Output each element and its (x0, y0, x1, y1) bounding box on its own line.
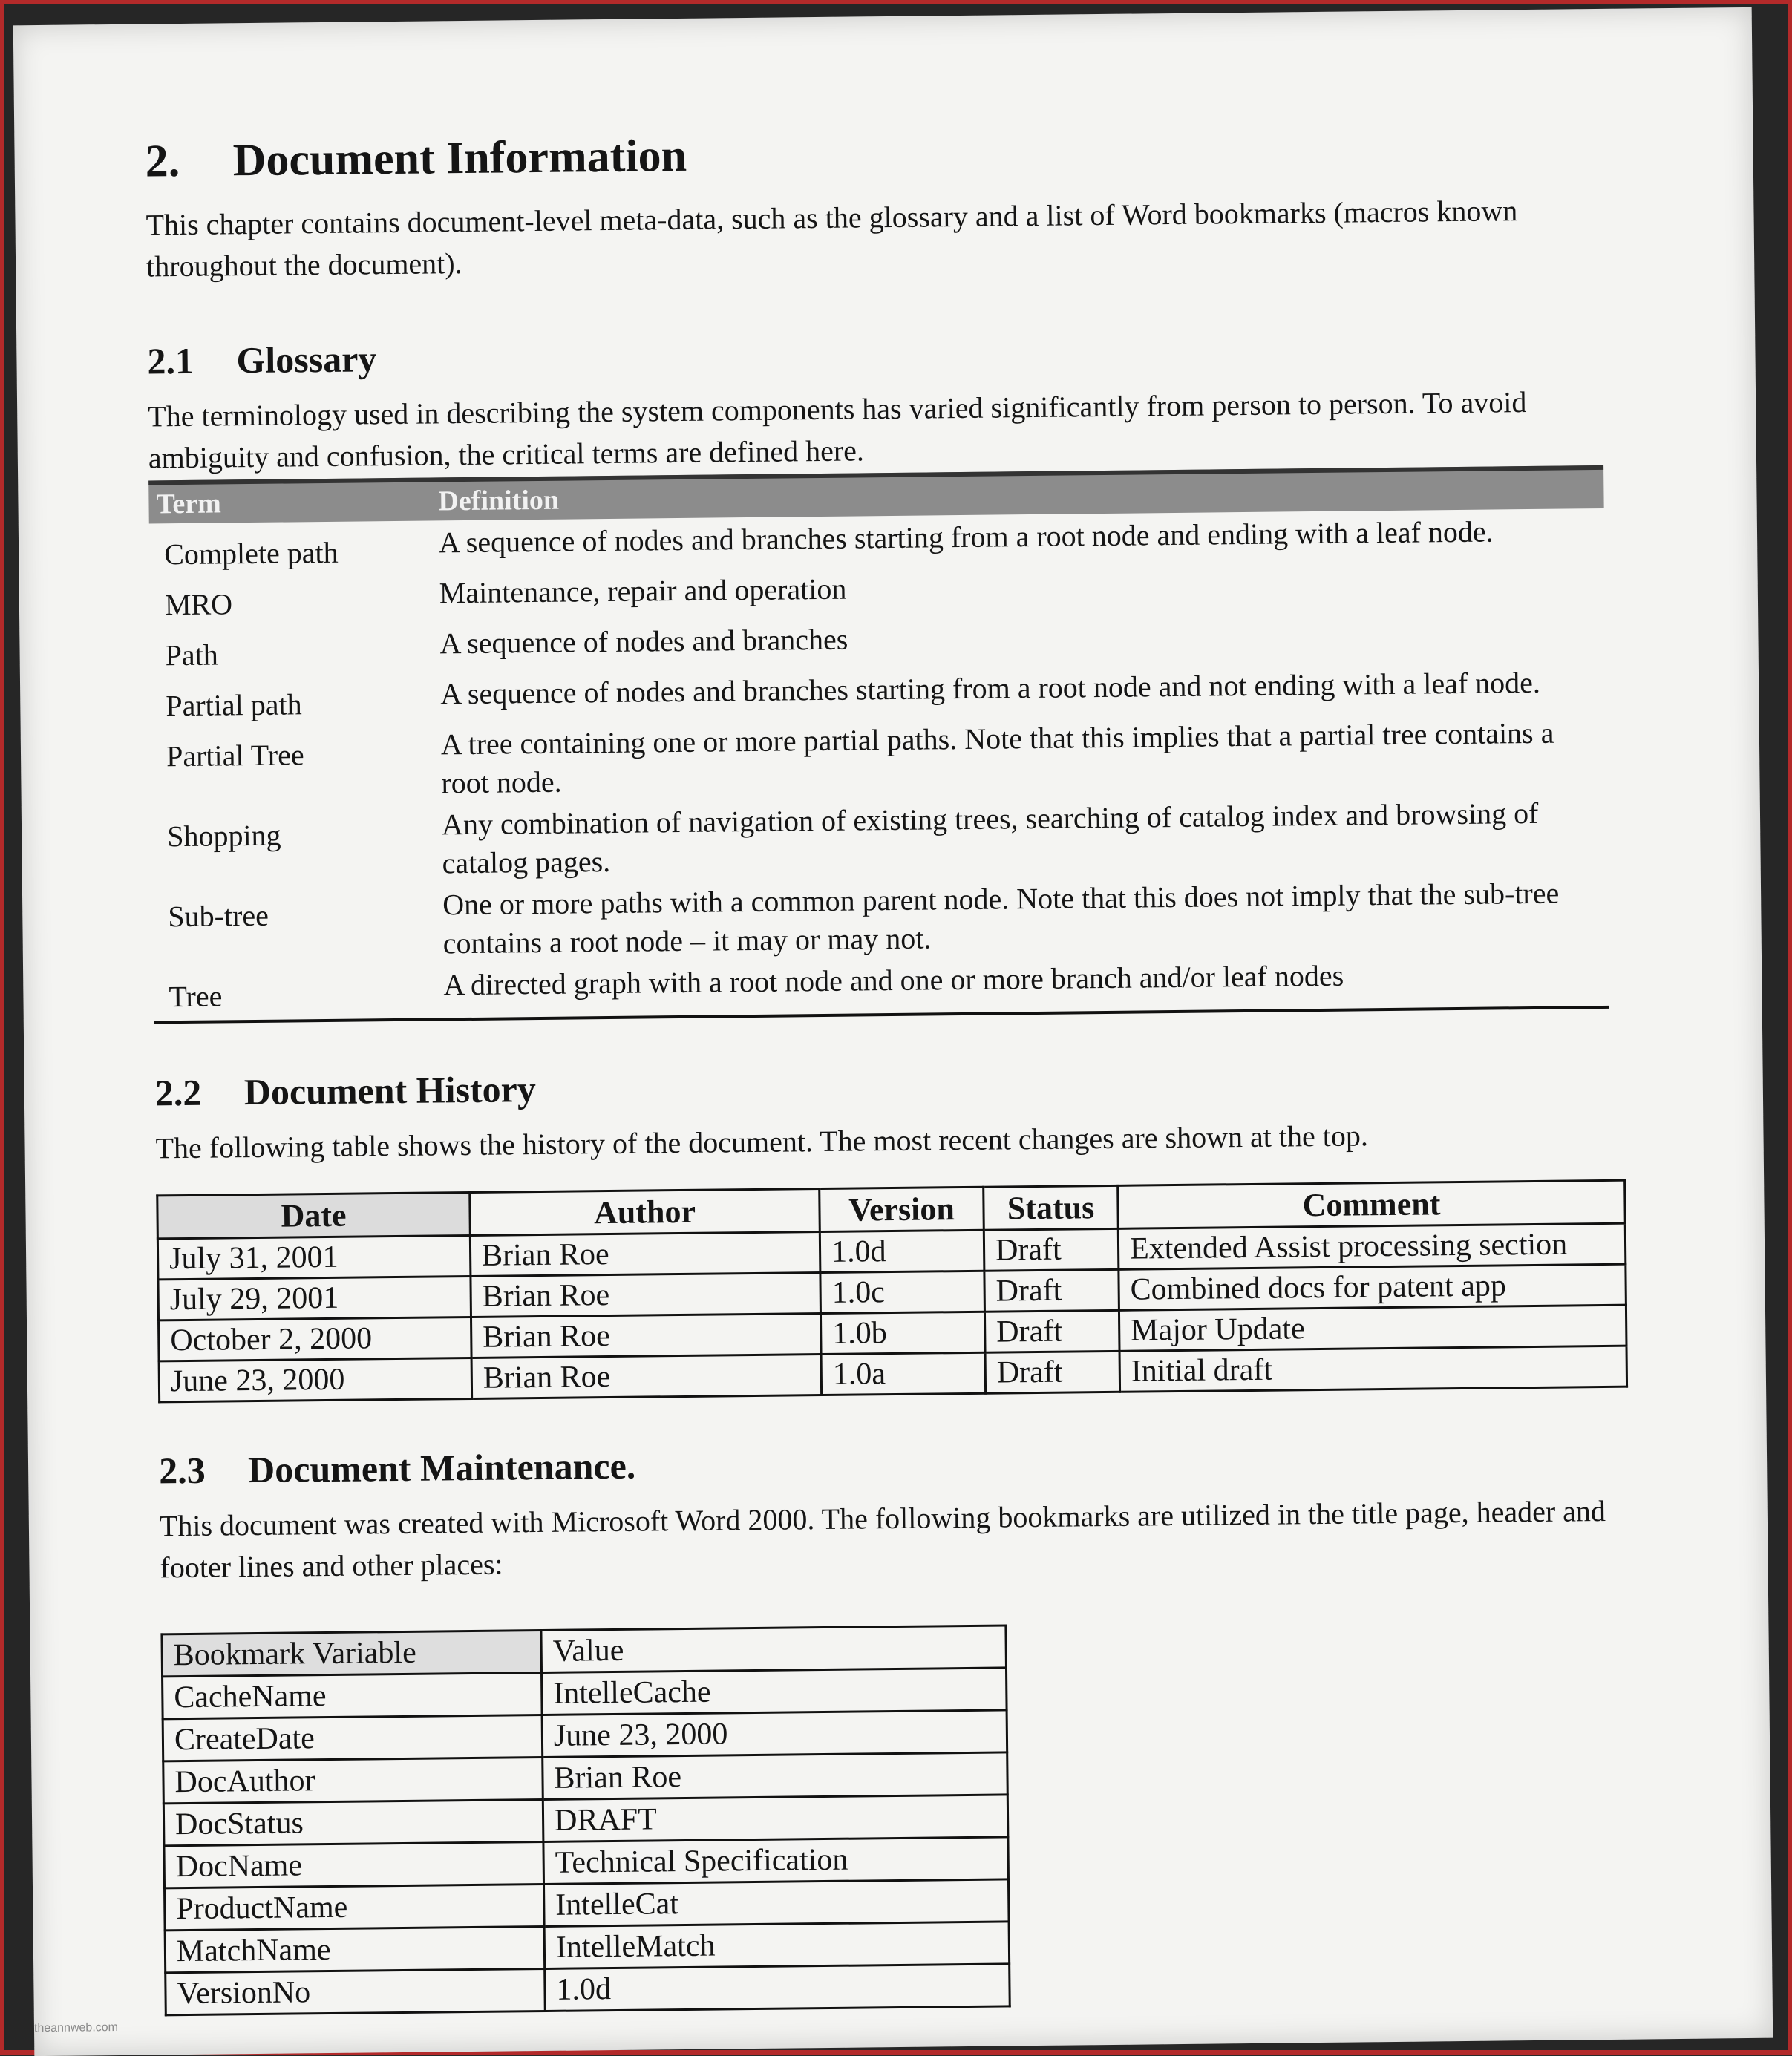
section-number: 2. (145, 135, 180, 187)
glossary-intro: The terminology used in describing the system components has varied significantly from person to person. To avoid ambiguity and confusion, the critical terms are defined here. (148, 385, 1527, 475)
history-status: Draft (984, 1269, 1119, 1312)
glossary-term: Tree (169, 979, 223, 1014)
glossary-term: Partial path (166, 687, 302, 723)
history-version: 1.0c (820, 1271, 985, 1313)
history-date: October 2, 2000 (159, 1317, 472, 1361)
history-intro: The following table shows the history of the document. The most recent changes are shown at the top. (155, 1119, 1369, 1165)
history-author: Brian Roe (471, 1273, 821, 1317)
history-title: Document History (243, 1068, 537, 1113)
glossary-definition: A sequence of nodes and branches starting from a root node and ending with a leaf node. (438, 514, 1494, 560)
history-version-header: Version (820, 1187, 984, 1231)
history-author: Brian Roe (471, 1355, 822, 1399)
history-version: 1.0b (820, 1312, 985, 1354)
history-author: Brian Roe (470, 1232, 820, 1277)
history-comment: Extended Assist processing section (1118, 1223, 1626, 1269)
history-status: Draft (984, 1228, 1119, 1271)
history-date: July 29, 2001 (158, 1276, 471, 1320)
history-table (156, 1179, 1628, 1404)
glossary-section (147, 324, 1609, 1024)
bookmark-row (166, 1964, 1010, 2015)
glossary-term: Sub-tree (168, 898, 269, 934)
maintenance-section (159, 1434, 1620, 2016)
bookmark-variable: CacheName (163, 1673, 543, 1719)
glossary-definition-header: Definition (438, 484, 560, 517)
glossary-term: Complete path (163, 535, 339, 572)
glossary-heading (147, 324, 1602, 383)
history-author-header: Author (470, 1189, 820, 1236)
glossary-definition: Any combination of navigation of existing trees, searching of catalog index and browsing of catalog pages. (441, 796, 1539, 880)
history-status: Draft (984, 1310, 1119, 1352)
glossary-definition: A sequence of nodes and branches (439, 622, 848, 661)
section-intro: This chapter contains document-level meta-data, such as the glossary and a list of Word bookmarks (macros known throughout the document). (145, 194, 1518, 284)
maintenance-heading (159, 1434, 1615, 1493)
maintenance-number: 2.3 (158, 1449, 206, 1492)
history-number: 2.2 (154, 1071, 202, 1114)
bookmark-value: 1.0d (545, 1964, 1010, 2011)
bookmark-value: DRAFT (543, 1795, 1008, 1842)
history-version: 1.0d (820, 1230, 984, 1272)
history-heading (155, 1056, 1610, 1115)
watermark-text: theannweb.com (33, 2021, 119, 2035)
history-version: 1.0a (821, 1352, 986, 1395)
glossary-definition: One or more paths with a common parent node. Note that this does not imply that the sub-tree contains a root node – it may or may not. (442, 876, 1560, 960)
glossary-term: Shopping (166, 818, 281, 854)
glossary-body (149, 511, 1609, 1024)
section-heading (145, 120, 1600, 189)
history-date: July 31, 2001 (157, 1235, 471, 1279)
history-comment-header: Comment (1118, 1180, 1626, 1228)
history-comment: Major Update (1119, 1305, 1626, 1351)
history-section (155, 1056, 1614, 1404)
glossary-definition: A sequence of nodes and branches starting from a root node and not ending with a leaf node. (439, 665, 1541, 711)
bookmark-variable: MatchName (165, 1926, 545, 1972)
glossary-term: Partial Tree (166, 738, 304, 773)
glossary-definition: A directed graph with a root node and one or more branch and/or leaf nodes (443, 958, 1344, 1002)
bookmark-variable: ProductName (165, 1884, 545, 1930)
bookmark-value-header: Value (541, 1626, 1007, 1673)
glossary-row (152, 793, 1608, 886)
glossary-title: Glossary (236, 338, 377, 382)
bookmark-value: Technical Specification (543, 1837, 1009, 1885)
glossary-term: Path (165, 638, 218, 672)
maintenance-title: Document Maintenance. (247, 1444, 636, 1491)
glossary-definition: Maintenance, repair and operation (439, 572, 847, 610)
bookmark-variable: DocAuthor (163, 1757, 543, 1803)
bookmark-value: IntelleCache (542, 1668, 1007, 1715)
bookmark-value: Brian Roe (543, 1752, 1008, 1800)
bookmark-value: June 23, 2000 (542, 1710, 1007, 1758)
bookmark-variable: DocStatus (163, 1799, 543, 1845)
glossary-term-header: Term (156, 488, 221, 520)
bookmark-variable-header: Bookmark Variable (162, 1631, 542, 1677)
history-date-header: Date (157, 1192, 471, 1238)
history-author: Brian Roe (471, 1314, 821, 1358)
bookmark-value: IntelleMatch (544, 1922, 1010, 1969)
history-status: Draft (985, 1351, 1120, 1393)
scanned-page (13, 7, 1773, 2056)
page-content (145, 120, 1619, 2016)
glossary-row (151, 713, 1607, 806)
glossary-definition: A tree containing one or more partial paths. Note that this implies that a partial tree contains a root node. (440, 716, 1554, 800)
history-comment: Combined docs for patent app (1119, 1264, 1626, 1310)
bookmark-value: IntelleCat (544, 1879, 1010, 1927)
bookmark-table (160, 1624, 1010, 2016)
history-status-header: Status (984, 1185, 1119, 1230)
bookmark-variable: VersionNo (166, 1968, 546, 2014)
glossary-number: 2.1 (147, 339, 194, 382)
glossary-row (153, 874, 1609, 966)
history-date: June 23, 2000 (159, 1358, 472, 1401)
bookmark-variable: DocName (164, 1841, 544, 1888)
section-title: Document Information (232, 130, 687, 186)
glossary-term: MRO (164, 587, 233, 622)
history-comment: Initial draft (1119, 1346, 1627, 1392)
bookmark-variable: CreateDate (163, 1715, 543, 1761)
maintenance-intro: This document was created with Microsoft Word 2000. The following bookmarks are utilized in the title page, header and footer lines and other places: (159, 1493, 1606, 1585)
